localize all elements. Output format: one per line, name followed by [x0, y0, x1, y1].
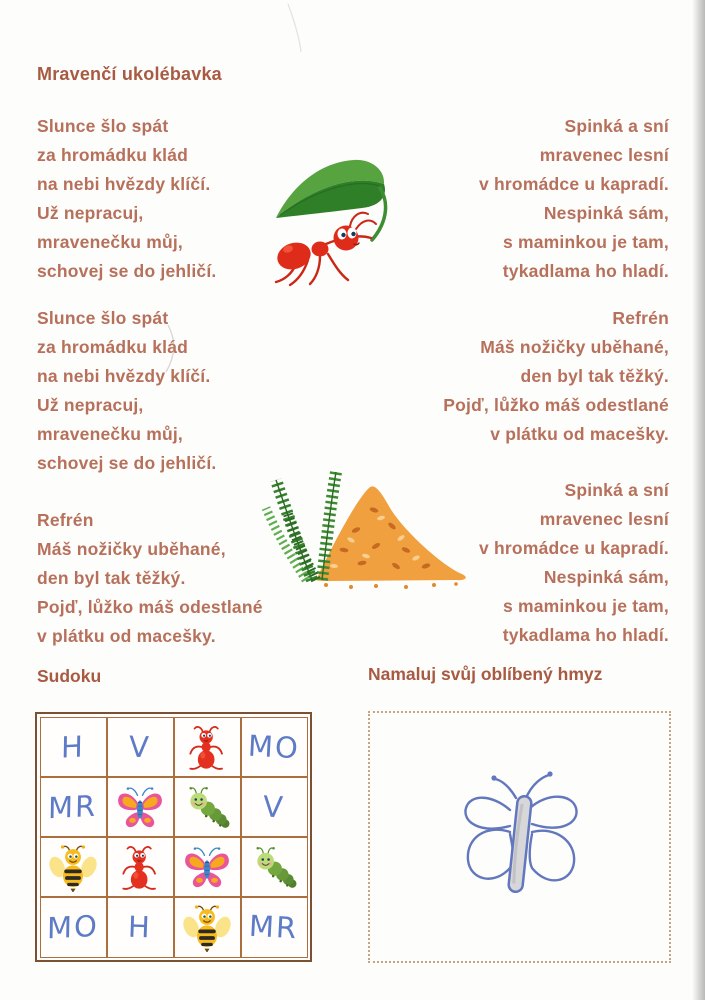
bee-icon: [182, 902, 232, 952]
scan-edge-shadow: [692, 0, 705, 1000]
poem-line: Už nepracuj,: [37, 203, 144, 223]
poem-line: za hromádku klád: [37, 145, 189, 165]
poem-line: Už nepracuj,: [37, 395, 144, 415]
poem-line: den byl tak těžký.: [520, 366, 669, 386]
poem-verse-1-left: [37, 112, 216, 286]
poem-line: v plátku od macešky.: [490, 424, 669, 444]
handwritten-answer: MR: [248, 909, 300, 946]
poem-verse-1-right: [479, 112, 669, 286]
poem-line: schovej se do jehličí.: [37, 261, 217, 281]
poem-line: za hromádku klád: [37, 337, 189, 357]
poem-refrain-right: [443, 304, 669, 449]
poem-line: Spinká a sní: [564, 116, 669, 136]
butterfly-icon: [115, 782, 165, 832]
poem-line: den byl tak těžký.: [37, 568, 186, 588]
sudoku-cell-r2c2: [107, 777, 174, 837]
sudoku-cell-r3c3: [174, 837, 241, 897]
poem-line: mravenec lesní: [539, 145, 669, 165]
child-butterfly-drawing: [452, 760, 602, 905]
caterpillar-icon: [249, 842, 299, 892]
poem-line: Nespinká sám,: [543, 203, 669, 223]
sudoku-cell-r3c1: [40, 837, 107, 897]
poem-line: s maminkou je tam,: [502, 596, 669, 616]
sudoku-cell-r1c4: [241, 717, 308, 777]
butterfly-icon: [182, 842, 232, 892]
poem-line: v hromádce u kapradí.: [479, 538, 669, 558]
poem-line: v plátku od macešky.: [37, 626, 216, 646]
sudoku-cell-r4c2: [107, 897, 174, 957]
poem-line: Pojď, lůžko máš odestlané: [443, 395, 669, 415]
sudoku-cell-r3c2: [107, 837, 174, 897]
fern-and-anthill-illustration: [256, 468, 481, 598]
poem-line: tykadlama ho hladí.: [502, 261, 669, 281]
bee-icon: [48, 842, 98, 892]
sudoku-heading: Sudoku: [37, 666, 102, 686]
poem-line: v hromádce u kapradí.: [479, 174, 669, 194]
sudoku-cell-r2c1: [40, 777, 107, 837]
sudoku-cell-r4c1: [40, 897, 107, 957]
handwritten-answer: V: [262, 789, 286, 825]
poem-line: Pojď, lůžko máš odestlané: [37, 597, 263, 617]
handwritten-answer: MR: [48, 788, 98, 826]
poem-line: tykadlama ho hladí.: [502, 625, 669, 645]
sudoku-cell-r1c1: [40, 717, 107, 777]
poem-line: Refrén: [37, 510, 94, 530]
poem-line: na nebi hvězdy klíčí.: [37, 366, 211, 386]
sudoku-grid: [35, 712, 312, 962]
handwritten-answer: MO: [46, 908, 100, 946]
drawing-heading: Namaluj svůj oblíbený hmyz: [368, 664, 603, 684]
poem-line: Refrén: [612, 308, 669, 328]
caterpillar-icon: [182, 782, 232, 832]
poem-line: Slunce šlo spát: [37, 308, 169, 328]
sudoku-cell-r2c4: [241, 777, 308, 837]
sudoku-cell-r3c4: [241, 837, 308, 897]
poem-line: mravenečku můj,: [37, 424, 183, 444]
handwritten-answer: V: [128, 729, 152, 764]
poem-line: Nespinká sám,: [543, 567, 669, 587]
poem-line: na nebi hvězdy klíčí.: [37, 174, 211, 194]
sudoku-cell-r2c3: [174, 777, 241, 837]
poem-line: s maminkou je tam,: [502, 232, 669, 252]
poem-line: schovej se do jehličí.: [37, 453, 217, 473]
poem-line: Slunce šlo spát: [37, 116, 169, 136]
poem-line: Máš nožičky uběhané,: [480, 337, 669, 357]
poem-line: Spinká a sní: [564, 480, 669, 500]
sudoku-cell-r4c4: [241, 897, 308, 957]
ant-icon: [115, 842, 165, 892]
ant-icon: [182, 722, 232, 772]
poem-refrain-left: [37, 506, 263, 651]
poem-line: mravenec lesní: [539, 509, 669, 529]
poem-verse-2-left: [37, 304, 216, 478]
handwritten-answer: MO: [247, 728, 301, 765]
ant-carrying-leaf-illustration: [268, 152, 400, 292]
handwritten-answer: H: [127, 909, 153, 945]
poem-line: Máš nožičky uběhané,: [37, 539, 226, 559]
poem-line: mravenečku můj,: [37, 232, 183, 252]
sudoku-cell-r4c3: [174, 897, 241, 957]
poem-verse-2-right: [479, 476, 669, 650]
sudoku-cell-r1c2: [107, 717, 174, 777]
handwritten-answer: H: [60, 728, 86, 765]
page-title: Mravenčí ukolébavka: [37, 64, 222, 84]
sudoku-cell-r1c3: [174, 717, 241, 777]
